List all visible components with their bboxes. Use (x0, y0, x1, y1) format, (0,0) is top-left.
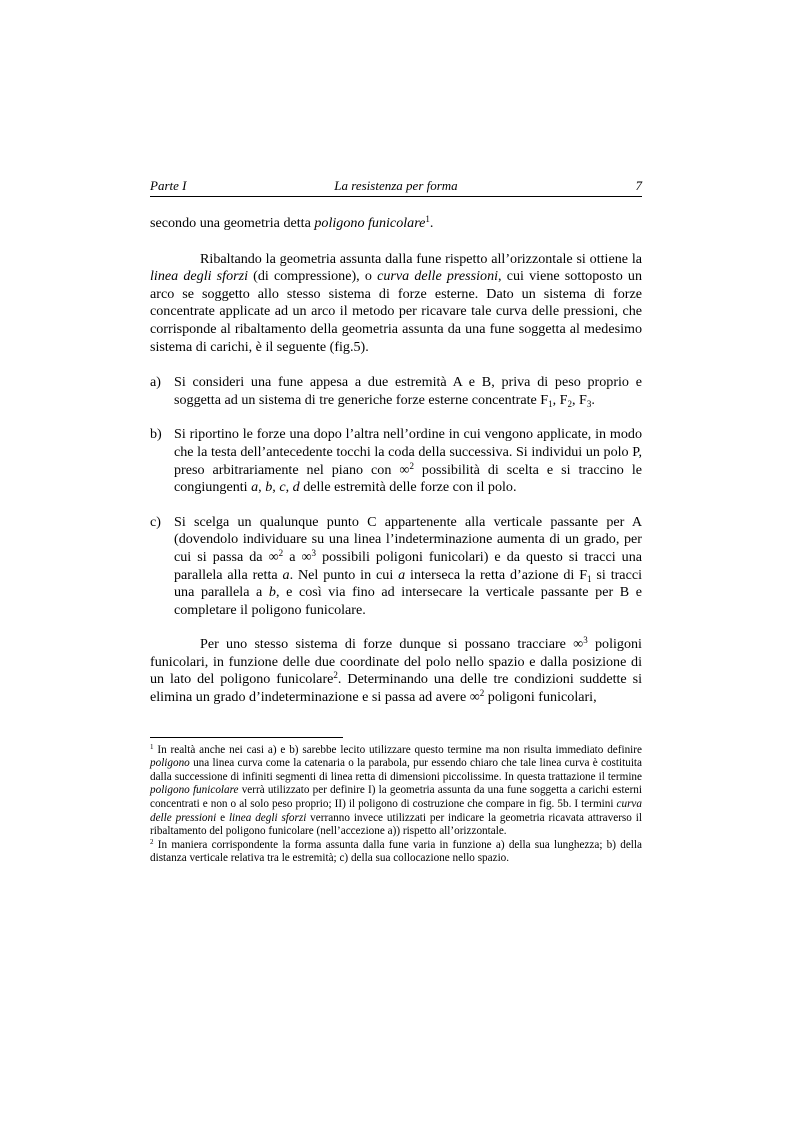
list-item-c (150, 514, 642, 620)
italic-term: a (398, 566, 406, 583)
footnote-number: 1 (150, 742, 154, 751)
paragraph-poligoni (150, 636, 642, 706)
list-text (174, 374, 642, 409)
procedure-list (150, 374, 642, 619)
list-item-b (150, 426, 642, 496)
text: , (272, 479, 280, 496)
text: In maniera corrispondente la forma assunta dalla fune varia in funzione a) della sua lunghezza; b) della distanza verticale relativa tra le estremità; c) della sua collocazione nello spazio. (150, 838, 642, 865)
running-header (150, 174, 642, 194)
footnote-1 (150, 744, 642, 839)
text: Ribaltando la geometria assunta dalla fune rispetto all’orizzontale si ottiene la (200, 250, 642, 267)
list-text (174, 426, 642, 496)
text: verranno invece utilizzati per indicare la geometria ricavata attraverso il ribaltamento del poligono funicolare (nell’accezione a)) rispetto all’orizzontale. (150, 811, 642, 838)
header-part: Parte I (150, 178, 187, 193)
header-title: La resistenza per forma (334, 178, 458, 193)
italic-term: c (279, 479, 286, 496)
superscript: 2 (278, 547, 284, 558)
italic-term: poligono funicolare (314, 215, 426, 231)
italic-term: linea degli sforzi (150, 268, 249, 285)
text: delle estremità delle forze con il polo. (299, 479, 517, 496)
list-label: a) (150, 374, 161, 391)
superscript: 3 (583, 635, 588, 646)
list-item-a (150, 374, 642, 409)
header-rule (150, 196, 642, 197)
text: una linea curva come la catenaria o la parabola, pur essendo chiaro che tale linea curva è costituita dalla successione di infiniti segmenti di linea retta di dimensioni piccolissime. In questa trattazione il termine (150, 757, 642, 783)
body-text (150, 215, 642, 707)
text: Per uno stesso sistema di forze dunque si possano tracciare ∞ (200, 636, 584, 653)
text: In realtà anche nei casi a) e b) sarebbe lecito utilizzare questo termine ma non risulta immediato definire (153, 743, 642, 756)
text: , cui viene sottoposto un arco se soggetto allo stesso sistema di forze esterne. Dato un sistema di forze concentrate applicate ad un arco il metodo per ricavare tale curva delle pressioni, che corrisponde al ribaltamento della geometria assunta da una fune soggetta al medesimo sistema di carichi, è il seguente (fig.5). (150, 268, 642, 355)
italic-term: d (292, 479, 300, 496)
italic-term: a (282, 566, 290, 583)
text: . Nel punto in cui (289, 566, 399, 583)
footnote-ref-2: 2 (333, 670, 338, 681)
list-label: c) (150, 513, 161, 530)
text: secondo una geometria detta (150, 215, 315, 231)
subscript: 2 (567, 398, 572, 409)
text: e (216, 811, 229, 824)
paragraph-linea-sforzi (150, 251, 642, 357)
italic-term: linea degli sforzi (228, 811, 307, 824)
text: interseca la retta d’azione di F (405, 566, 588, 583)
footnotes (150, 744, 642, 866)
superscript: 2 (409, 460, 414, 471)
text: , F (552, 391, 568, 408)
superscript: 2 (479, 688, 485, 699)
text: poligoni funicolari, in funzione delle due coordinate del polo nello spazio e dalla posizione di un lato del poligono funicolare (150, 636, 642, 688)
text: Si consideri una fune appesa a due estremità A e B, priva di peso proprio e soggetta ad un sistema di tre generiche forze esterne concentrate F (174, 374, 642, 408)
footnote-2 (150, 839, 642, 866)
text: , e così via fino ad intersecare la verticale passante per B e completare il poligono funicolare. (174, 584, 642, 618)
text: possibilità di scelta e si traccino le congiungenti (174, 461, 642, 496)
italic-term: poligono funicolare (150, 784, 239, 797)
italic-term: curva delle pressioni (150, 798, 642, 824)
page (150, 174, 642, 866)
italic-term: poligono (150, 757, 190, 770)
text: , (285, 479, 293, 496)
italic-term: b (265, 479, 273, 496)
footnote-rule (150, 737, 343, 738)
text: , (258, 479, 266, 496)
text: (di compressione), o (248, 268, 378, 285)
subscript: 3 (586, 398, 592, 409)
text: si tracci una parallela a (174, 566, 642, 601)
text: a ∞ (283, 548, 312, 565)
text: Si scelga un qualunque punto C appartenente alla verticale passante per A (dovendolo individuare su una linea l’indeterminazione aumenta di un grado, per cui si passa da ∞ (174, 513, 642, 565)
footnote-number: 2 (150, 837, 154, 846)
superscript: 3 (311, 547, 317, 558)
text: . (429, 215, 434, 231)
text: possibili poligoni funicolari) e da questo si tracci una parallela alla retta (174, 548, 643, 583)
text: poligoni funicolari, (484, 689, 597, 706)
list-text (174, 514, 642, 620)
italic-term: b (268, 584, 276, 601)
list-label: b) (150, 426, 162, 443)
text: , F (572, 391, 587, 408)
italic-term: curva delle pressioni (377, 268, 499, 285)
subscript: 1 (548, 398, 553, 409)
footnote-ref-1: 1 (425, 214, 430, 224)
text: . Determinando una delle tre condizioni suddette si elimina un grado d’indeterminazione e si passa ad avere ∞ (150, 671, 642, 706)
paragraph-continuation (150, 215, 642, 233)
subscript: 1 (587, 573, 592, 584)
text: Si riportino le forze una dopo l’altra nell’ordine in cui vengono applicate, in modo che la testa dell’antecedente tocchi la coda della successiva. Si individui un polo P, preso arbitrariamente nel piano con ∞ (174, 426, 642, 478)
italic-term: a (251, 479, 259, 496)
text: . (591, 391, 595, 408)
page-number: 7 (635, 178, 642, 193)
text: verrà utilizzato per definire I) la geometria assunta da una fune soggetta a carichi esterni concentrati e non o al solo peso proprio; II) il poligono di costruzione che compare in fig. 5b. I termini (150, 784, 643, 811)
